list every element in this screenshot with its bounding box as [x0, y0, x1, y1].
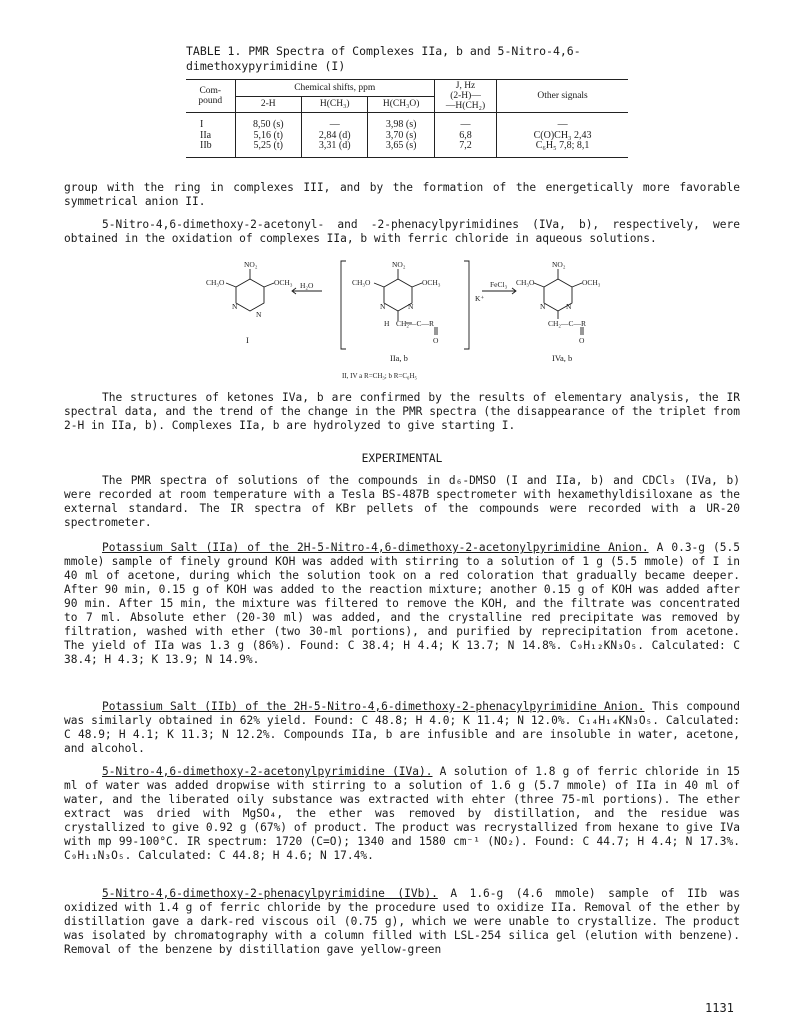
label-no2: NO₂: [552, 260, 566, 269]
paragraph-ivb: [64, 887, 740, 957]
paragraph-text: The structures of ketones IVa, b are confirmed by the results of elementary analysis, the IR spectral data, and the trend of the change in the PMR spectra (the disappearance of the triplet from 2-H in IIa, b). Complexes IIa, b are hydrolyzed to give starting I.: [64, 391, 740, 432]
cell-h-ch3o: 3,70 (s): [368, 131, 434, 142]
paragraph-text: group with the ring in complexes III, and by the formation of the energetically more favorable symmetrical anion II.: [64, 181, 740, 208]
table-row: [186, 141, 628, 157]
label-compound-IV: IVa, b: [552, 353, 573, 363]
ring-compound-I: [236, 279, 264, 311]
cell-h-ch3o: 3,65 (s): [368, 141, 434, 157]
cell-other: —: [497, 113, 628, 131]
label-n: N: [232, 302, 238, 311]
label-ch3o: CH₃O: [352, 278, 371, 287]
header-chemical-shifts: Chemical shifts, ppm: [235, 80, 434, 97]
header-j-line1: J, Hz: [455, 81, 476, 91]
body-iia: A 0.3-g (5.5 mmole) sample of finely ground KOH was added with stirring to a solution of 1 g (5.5 mmole) of I in 40 ml of acetone, during which the solution took on a red coloration that gradually became deeper. After 90 min, 0.15 g of KOH was added to the reaction mixture; another 0.15 g of KOH was added after 90 min. After 15 min, the mixture was filtered to remove the KOH, and the filtrate was concentrated to 7 ml. Absolute ether (20-30 ml) was added, and the crystalline red precipitate was removed by filtration, washed with ether (two 30-ml portions), and purified by reprecipitation from acetone. The yield of IIa was 1.3 g (86%). Found: C 38.4; H 4.4; K 13.7; N 14.8%. C₉H₁₂KN₃O₅. Calculated: C 38.4; H 4.3; K 13.9; N 14.9%.: [64, 541, 740, 666]
label-ch2-c-r: CH₂—C—R: [396, 319, 435, 328]
label-n: N: [408, 302, 414, 311]
label-compound-I: I: [246, 335, 249, 345]
paragraph-iia: [64, 541, 740, 667]
paragraph-methods: [64, 474, 740, 530]
pmr-spectra-table: [186, 79, 628, 158]
cell-other: C₆H₅ 7,8; 8,1: [497, 141, 628, 157]
label-och3: OCH₃: [422, 278, 441, 287]
label-h: H: [384, 319, 390, 328]
label-n: N: [540, 302, 546, 311]
header-other-signals: Other signals: [497, 80, 628, 113]
table-caption-line-1: TABLE 1. PMR Spectra of Complexes IIa, b and 5-Nitro-4,6-: [186, 44, 581, 58]
paragraph-iib: [64, 700, 740, 756]
paragraph-text: [64, 887, 740, 957]
body-iib: This compound was similarly obtained in 62% yield. Found: C 48.8; H 4.0; K 11.4; N 12.0%. C₁₄H₁₄KN₃O₅. Calculated: C 48.9; H 4.1; K 11.3; N 12.2%. Compounds IIa, b are infusible and are insoluble in water, acetone, and alcohol.: [64, 700, 740, 755]
table-row: [186, 113, 628, 131]
header-compound-line1: Com-: [199, 86, 222, 96]
section-heading: [64, 452, 740, 466]
table-caption: [186, 44, 656, 74]
label-no2: NO₂: [244, 260, 258, 269]
cell-h-ch3o: 3,98 (s): [368, 113, 434, 131]
paragraph-structures: [64, 391, 740, 433]
header-j: [434, 80, 496, 113]
paragraph-text: [64, 765, 740, 863]
page-number: 1131: [705, 1001, 734, 1015]
label-h2o: H₂O: [300, 281, 314, 290]
scheme-legend: II, IV a R=CH₃; b R=C₆H₅: [342, 372, 417, 380]
body-ivb: A 1.6-g (4.6 mmole) sample of IIb was oxidized with 1.4 g of ferric chloride by the procedure used to oxidize IIa. Removal of the ether by distillation gave a dark-red viscous oil (0.75 g), which we were unable to crystallize. The product was isolated by chromatography with a column filled with LSL-254 silica gel (elution with benzene). Removal of the benzene by distillation gave yellow-green: [64, 887, 740, 956]
header-compound-line2: pound: [198, 96, 223, 106]
header-j-line2: (2-H)—: [450, 91, 481, 101]
cell-2h: 5,16 (t): [235, 131, 301, 142]
table-caption-line-2: dimethoxypyrimidine (I): [186, 59, 346, 73]
subheading-iva: 5-Nitro-4,6-dimethoxy-2-acetonylpyrimidine (IVa).: [102, 765, 433, 778]
label-ch3o: CH₃O: [206, 278, 225, 287]
cell-j: —: [434, 113, 496, 131]
cell-j: 6,8: [434, 131, 496, 142]
paragraph-text: 5-Nitro-4,6-dimethoxy-2-acetonyl- and -2-phenacylpyrimidines (IVa, b), respectively, were obtained in the oxidation of complexes IIa, b with ferric chloride in aqueous solutions.: [64, 218, 740, 245]
cell-compound: IIa: [200, 129, 212, 141]
body-iva: A solution of 1.8 g of ferric chloride in 15 ml of water was added dropwise with stirring to a solution of 1.6 g (5.7 mmole) of IIa in 40 ml of water, and the liberated oily substance was extracted with ehter (three 75-ml portions). The ether extract was dried with MgSO₄, the ether was removed by distillation, and the residue was crystallized to give 0.92 g (67%) of product. The product was recrystallized from hexane to give IVa with mp 99-100°C. IR spectrum: 1720 (C=O); 1340 and 1580 cm⁻¹ (NO₂). Found: C 44.7; H 4.4; N 17.3%. C₉H₁₁N₃O₅. Calculated: C 44.8; H 4.6; N 17.4%.: [64, 765, 740, 862]
paragraph-text: [64, 700, 740, 756]
header-compound: [186, 80, 235, 113]
subheading-iib: Potassium Salt (IIb) of the 2H-5-Nitro-4,6-dimethoxy-2-phenacylpyrimidine Anion.: [102, 700, 645, 713]
header-2h: 2-H: [235, 96, 301, 113]
label-ch2-c-r: CH₂—C—R: [548, 319, 587, 328]
subheading-ivb: 5-Nitro-4,6-dimethoxy-2-phenacylpyrimidine (IVb).: [102, 887, 438, 900]
label-no2: NO₂: [392, 260, 406, 269]
label-n: N: [566, 302, 572, 311]
label-och3: OCH₃: [274, 278, 293, 287]
header-h-ch3o: H(CH₃O): [368, 96, 434, 113]
paragraph-text: [64, 541, 740, 667]
cell-h-ch3: 2,84 (d): [302, 131, 368, 142]
label-n: N: [380, 302, 386, 311]
label-compound-II: IIa, b: [390, 353, 408, 363]
paragraph-text: The PMR spectra of solutions of the compounds in d₆-DMSO (I and IIa, b) and CDCl₃ (IVa, b) were recorded at room temperature with a Tesla BS-487B spectrometer with hexamethyldisiloxane as the external standard. The IR spectra of KBr pellets of the compounds were recorded with a UR-20 spectrometer.: [64, 474, 740, 529]
cell-h-ch3: —: [302, 113, 368, 131]
reaction-scheme: [200, 257, 600, 382]
heading-experimental: EXPERIMENTAL: [361, 452, 443, 465]
paragraph-continuation: [64, 181, 740, 209]
cell-2h: 8,50 (s): [235, 113, 301, 131]
cell-compound: I: [200, 119, 204, 130]
label-ch3o: CH₃O: [516, 278, 535, 287]
cell-h-ch3: 3,31 (d): [302, 141, 368, 157]
label-och3: OCH₃: [582, 278, 600, 287]
label-n: N: [256, 310, 262, 319]
cell-2h: 5,25 (t): [235, 141, 301, 157]
label-fecl3: FeCl₃: [490, 280, 508, 289]
label-o: O: [579, 336, 585, 345]
paragraph-oxidation: [64, 218, 740, 246]
cell-compound: IIb: [200, 140, 212, 151]
subheading-iia: Potassium Salt (IIa) of the 2H-5-Nitro-4,6-dimethoxy-2-acetonylpyrimidine Anion.: [102, 541, 649, 554]
label-o: O: [433, 336, 439, 345]
cell-j: 7,2: [434, 141, 496, 157]
header-h-ch3: H(CH₃): [302, 96, 368, 113]
header-j-line3: —H(CH₂): [445, 101, 486, 111]
label-k-plus: K⁺: [475, 294, 485, 303]
cell-other: C(O)CH₃ 2,43: [497, 131, 628, 142]
paragraph-iva: [64, 765, 740, 863]
